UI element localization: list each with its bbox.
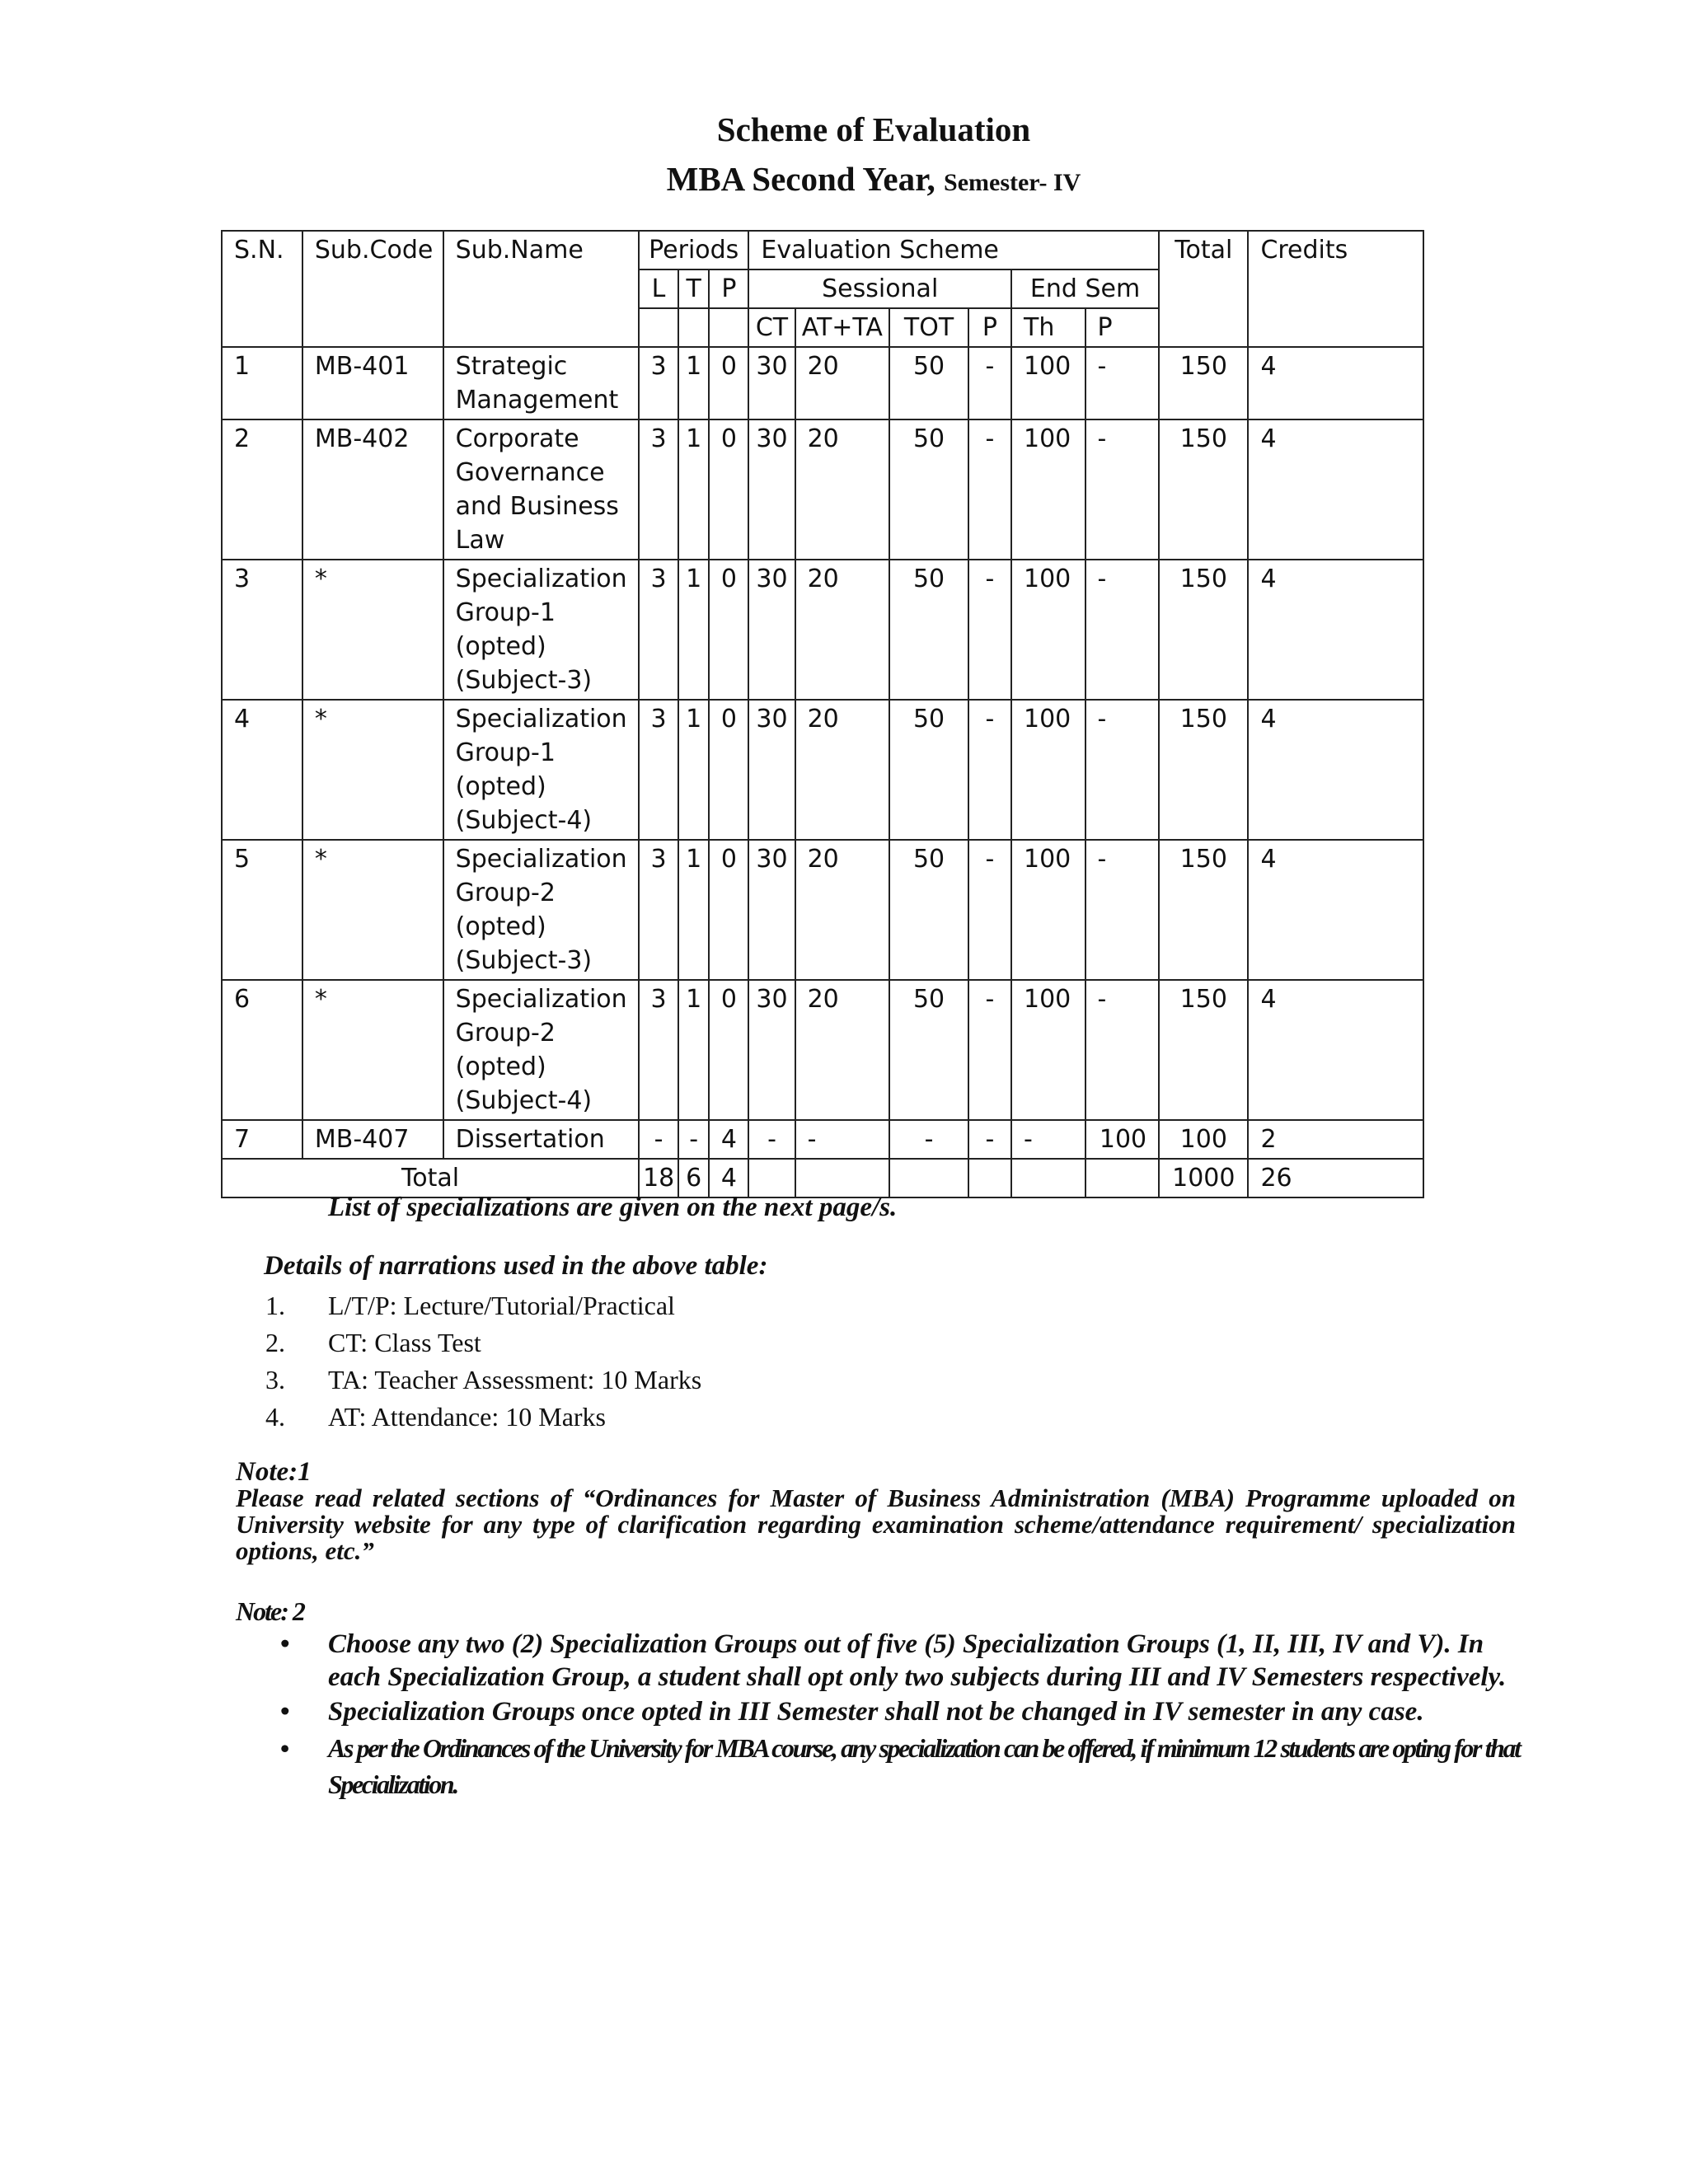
bullet-text: Choose any two (2) Specialization Groups out of five (5) Specialization Groups (1, II, III, IV and V). In each Specialization Group, a student shall opt only two subjects during III and IV Semesters respectively. [328, 1629, 1507, 1692]
narrations-list [265, 1287, 701, 1436]
cell-sessional-p: - [968, 419, 1011, 560]
totals-blank-th [1011, 1159, 1085, 1197]
cell-ct: - [748, 1120, 795, 1159]
totals-blank-ct [748, 1159, 795, 1197]
list-item [265, 1287, 701, 1324]
cell-t: 1 [678, 840, 709, 980]
bullet-text: Specialization Groups once opted in III Semester shall not be changed in IV semester in any case. [328, 1697, 1424, 1727]
list-item-text: AT: Attendance: 10 Marks [328, 1402, 606, 1432]
header-sessional-p: P [968, 308, 1011, 347]
page-subtitle [0, 159, 1688, 199]
header-credits: Credits [1248, 231, 1423, 347]
note-2-bullets [280, 1628, 1529, 1804]
cell-name: Corporate Governance and Business Law [443, 419, 639, 560]
cell-code: * [302, 980, 443, 1120]
cell-p: 0 [709, 419, 748, 560]
list-item-number: 2. [265, 1328, 285, 1357]
header-row-1 [222, 231, 1423, 269]
list-item-number: 4. [265, 1402, 285, 1432]
cell-ct: 30 [748, 560, 795, 700]
cell-credits: 4 [1248, 560, 1423, 700]
list-item-text: TA: Teacher Assessment: 10 Marks [328, 1365, 702, 1394]
cell-code: * [302, 560, 443, 700]
cell-l: 3 [639, 560, 678, 700]
cell-ct: 30 [748, 419, 795, 560]
cell-name: Dissertation [443, 1120, 639, 1159]
cell-p: 0 [709, 560, 748, 700]
list-item-text: CT: Class Test [328, 1328, 481, 1357]
totals-blank-atta [795, 1159, 890, 1197]
header-p: P [709, 269, 748, 308]
cell-t: 1 [678, 347, 709, 419]
cell-at-ta: 20 [795, 700, 890, 840]
table-row [222, 1120, 1423, 1159]
cell-sn: 1 [222, 347, 302, 419]
cell-sessional-p: - [968, 840, 1011, 980]
cell-sn: 5 [222, 840, 302, 980]
cell-endsem-p: - [1085, 419, 1160, 560]
cell-at-ta: 20 [795, 560, 890, 700]
cell-t: 1 [678, 560, 709, 700]
note-2-heading: Note: 2 [236, 1596, 304, 1626]
header-sn: S.N. [222, 231, 302, 347]
cell-at-ta: 20 [795, 419, 890, 560]
cell-total: 150 [1159, 980, 1248, 1120]
cell-total: 150 [1159, 347, 1248, 419]
note-1-heading: Note:1 [236, 1457, 312, 1487]
cell-l: 3 [639, 419, 678, 560]
header-periods: Periods [639, 231, 748, 269]
header-ct: CT [748, 308, 795, 347]
list-of-specializations-note: List of specializations are given on the next page/s. [328, 1193, 898, 1222]
table-row [222, 347, 1423, 419]
list-item-text: L/T/P: Lecture/Tutorial/Practical [328, 1291, 675, 1320]
cell-th: 100 [1011, 840, 1085, 980]
cell-tot: 50 [889, 700, 968, 840]
table-row [222, 419, 1423, 560]
table-row [222, 560, 1423, 700]
cell-th: - [1011, 1120, 1085, 1159]
list-item-number: 3. [265, 1365, 285, 1394]
cell-name: Specialization Group-2 (opted) (Subject-4) [443, 980, 639, 1120]
cell-code: MB-402 [302, 419, 443, 560]
cell-th: 100 [1011, 419, 1085, 560]
table-row [222, 840, 1423, 980]
cell-t: 1 [678, 980, 709, 1120]
cell-l: 3 [639, 980, 678, 1120]
cell-sessional-p: - [968, 700, 1011, 840]
totals-row [222, 1159, 1423, 1197]
totals-l: 18 [639, 1159, 678, 1197]
cell-l: 3 [639, 700, 678, 840]
list-item [280, 1695, 1529, 1728]
cell-at-ta: 20 [795, 347, 890, 419]
cell-total: 150 [1159, 419, 1248, 560]
cell-endsem-p: - [1085, 347, 1160, 419]
cell-tot: 50 [889, 560, 968, 700]
header-p-blank [709, 308, 748, 347]
list-item [280, 1628, 1529, 1694]
cell-tot: 50 [889, 980, 968, 1120]
page-title: Scheme of Evaluation [716, 110, 1031, 148]
cell-code: MB-401 [302, 347, 443, 419]
totals-blank-sp [968, 1159, 1011, 1197]
cell-total: 150 [1159, 700, 1248, 840]
header-th: Th [1011, 308, 1085, 347]
cell-sessional-p: - [968, 980, 1011, 1120]
cell-ct: 30 [748, 700, 795, 840]
cell-sessional-p: - [968, 347, 1011, 419]
subtitle-semester: Semester- IV [944, 169, 1081, 196]
list-item [265, 1399, 701, 1436]
cell-credits: 4 [1248, 419, 1423, 560]
cell-ct: 30 [748, 347, 795, 419]
cell-total: 150 [1159, 840, 1248, 980]
table-row [222, 980, 1423, 1120]
cell-code: * [302, 700, 443, 840]
cell-endsem-p: - [1085, 840, 1160, 980]
cell-code: * [302, 840, 443, 980]
list-item [265, 1324, 701, 1361]
cell-total: 100 [1159, 1120, 1248, 1159]
cell-t: - [678, 1120, 709, 1159]
totals-label: Total [222, 1159, 639, 1197]
totals-blank-ep [1085, 1159, 1160, 1197]
header-t: T [678, 269, 709, 308]
header-endsem-p: P [1085, 308, 1160, 347]
header-sub-name: Sub.Name [443, 231, 639, 347]
cell-at-ta: 20 [795, 840, 890, 980]
cell-tot: 50 [889, 347, 968, 419]
cell-sn: 6 [222, 980, 302, 1120]
cell-credits: 4 [1248, 840, 1423, 980]
cell-sessional-p: - [968, 1120, 1011, 1159]
header-evaluation-scheme: Evaluation Scheme [748, 231, 1159, 269]
header-at-ta: AT+TA [795, 308, 890, 347]
cell-credits: 4 [1248, 347, 1423, 419]
narrations-heading: Details of narrations used in the above table: [264, 1251, 768, 1281]
table-row [222, 700, 1423, 840]
cell-l: 3 [639, 840, 678, 980]
cell-code: MB-407 [302, 1120, 443, 1159]
header-t-blank [678, 308, 709, 347]
cell-t: 1 [678, 419, 709, 560]
header-total: Total [1159, 231, 1248, 347]
cell-sn: 2 [222, 419, 302, 560]
cell-name: Specialization Group-1 (opted) (Subject-4) [443, 700, 639, 840]
bullet-icon: • [280, 1733, 288, 1763]
header-end-sem: End Sem [1011, 269, 1159, 308]
totals-credits: 26 [1248, 1159, 1423, 1197]
cell-tot: - [889, 1120, 968, 1159]
cell-credits: 2 [1248, 1120, 1423, 1159]
cell-at-ta: - [795, 1120, 890, 1159]
cell-t: 1 [678, 700, 709, 840]
cell-p: 0 [709, 700, 748, 840]
header-l: L [639, 269, 678, 308]
note-1-text: Please read related sections of “Ordinances for Master of Business Administration (MBA) Programme uploaded on University website for any type of clarification regarding examination scheme/attendance requirement/ specialization options, etc.” [236, 1483, 1516, 1565]
cell-name: Strategic Management [443, 347, 639, 419]
cell-ct: 30 [748, 840, 795, 980]
cell-name: Specialization Group-1 (opted) (Subject-3) [443, 560, 639, 700]
cell-endsem-p: - [1085, 700, 1160, 840]
bullet-icon: • [280, 1629, 290, 1659]
subtitle-main: MBA Second Year, [666, 160, 935, 198]
cell-tot: 50 [889, 419, 968, 560]
header-sessional: Sessional [748, 269, 1011, 308]
cell-l: 3 [639, 347, 678, 419]
bullet-icon: • [280, 1697, 290, 1727]
cell-endsem-p: - [1085, 560, 1160, 700]
cell-p: 0 [709, 980, 748, 1120]
totals-t: 6 [678, 1159, 709, 1197]
cell-sessional-p: - [968, 560, 1011, 700]
cell-p: 0 [709, 840, 748, 980]
list-item [280, 1730, 1529, 1802]
cell-sn: 3 [222, 560, 302, 700]
cell-endsem-p: - [1085, 980, 1160, 1120]
cell-credits: 4 [1248, 980, 1423, 1120]
cell-ct: 30 [748, 980, 795, 1120]
header-l-blank [639, 308, 678, 347]
list-item [265, 1361, 701, 1399]
cell-p: 0 [709, 347, 748, 419]
cell-p: 4 [709, 1120, 748, 1159]
cell-l: - [639, 1120, 678, 1159]
cell-total: 150 [1159, 560, 1248, 700]
cell-th: 100 [1011, 700, 1085, 840]
cell-tot: 50 [889, 840, 968, 980]
cell-sn: 4 [222, 700, 302, 840]
cell-th: 100 [1011, 560, 1085, 700]
totals-total: 1000 [1159, 1159, 1248, 1197]
evaluation-scheme-table [221, 230, 1424, 1198]
cell-th: 100 [1011, 980, 1085, 1120]
list-item-number: 1. [265, 1291, 285, 1320]
cell-endsem-p: 100 [1085, 1120, 1160, 1159]
bullet-text: As per the Ordinances of the University for MBA course, any specialization can be offered, if minimum 12 students are opting for that Specialization. [328, 1733, 1520, 1799]
header-sub-code: Sub.Code [302, 231, 443, 347]
totals-blank-tot [889, 1159, 968, 1197]
totals-p: 4 [709, 1159, 748, 1197]
header-tot: TOT [889, 308, 968, 347]
cell-at-ta: 20 [795, 980, 890, 1120]
cell-th: 100 [1011, 347, 1085, 419]
cell-name: Specialization Group-2 (opted) (Subject-3) [443, 840, 639, 980]
cell-credits: 4 [1248, 700, 1423, 840]
cell-sn: 7 [222, 1120, 302, 1159]
